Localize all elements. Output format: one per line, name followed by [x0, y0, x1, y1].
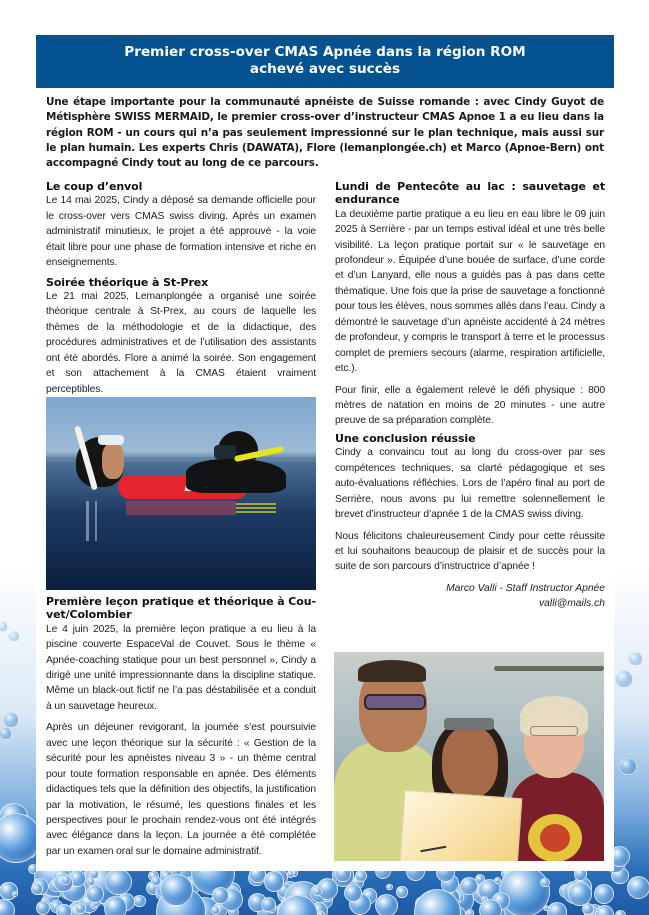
lead-paragraph: Une étape importante pour la communauté apnéiste de Suisse romande : avec Cindy Guyot de Métisphère SWISS MERMAID, le premier cross-over d’instructeur CMAS Apnoe 1 a eu lieu dans la région ROM - un cours qui n’a pas seulement impressionné sur le plan technique, mais aussi sur le plan humain. Les experts Chris (DAWATA), Flore (lemanplongée.ch) et Marco (Apnoe-Bern) ont accompagné Cindy tout au long de ce parcours. [46, 96, 604, 170]
bubble-shape [344, 884, 362, 902]
bubble-shape [460, 877, 478, 895]
section-paragraph: Le 14 mai 2025, Cindy a déposé sa demande officielle pour le cross-over vers CMAS swiss diving. Après un examen administratif minutieux, le projet a été approuvé - la voie était libre pour une phase de formation intensive et riche en enseignements. [46, 195, 316, 269]
section-paragraph: Après un déjeuner revigorant, la journée s’est poursuivie avec une leçon théorique sur la sécurité : « Gestion de la sécurité pour les apnéistes niveau 3 » - un thème central pour toute formation responsable en apnée. Des éléments didactiques tels que la définition des objectifs, la justification par la motivation, le résumé, les questions finales et les perspectives pour le prochain rendez-vous ont été intégrés avec élégance dans la leçon. La journée a été complétée par un examen oral sur le domaine administratif. [46, 722, 316, 857]
author-email: valli@mails.ch [539, 598, 605, 610]
bubble-shape [615, 670, 633, 688]
section-heading: Le coup d’envol [46, 180, 143, 193]
bubble-shape [594, 884, 614, 904]
bubble-shape [212, 887, 228, 903]
bubble-shape [595, 905, 614, 915]
bubble-shape [317, 911, 325, 915]
title-line-1: Premier cross-over CMAS Apnée dans la région ROM [124, 44, 526, 60]
bubble-shape [87, 877, 96, 886]
bubble-shape [313, 887, 322, 896]
left-column [46, 180, 316, 397]
bubble-shape [386, 884, 393, 891]
bubble-shape [36, 901, 51, 915]
bubble-shape [56, 904, 72, 915]
bubble-shape [133, 895, 145, 907]
section-heading: Soirée théorique à St-Prex [46, 275, 209, 289]
section-heading: Première leçon pratique et théorique à Couvet/Colombier [46, 595, 317, 622]
bubble-shape [211, 906, 221, 915]
bubble-shape [12, 891, 18, 897]
bubble-shape [0, 727, 12, 740]
bubble-shape [0, 621, 8, 631]
bubble-shape [396, 886, 407, 897]
bubble-shape [75, 903, 86, 914]
bubble-shape [287, 870, 295, 878]
bubble-shape [615, 910, 626, 915]
bubble-shape [160, 874, 192, 906]
author-name: Marco Valli - Staff Instructor Apnée [446, 582, 605, 594]
section-paragraph: Nous félicitons chaleureusement Cindy pour cette réussite et lui souhaitons beaucoup de plaisir et de succès pour la suite de son parcours d’instructrice d’apnée ! [335, 530, 605, 573]
bubble-shape [104, 896, 128, 915]
bubble-shape [619, 758, 636, 775]
bubble-shape [375, 894, 398, 915]
section-paragraph: La deuxième partie pratique a eu lieu en eau libre le 09 juin 2025 à Serrière - par un temps estival idéal et une très belle visibilité. La leçon pratique portait sur « le sauvetage en profondeur ». Équipée d’une bouée de surface, d’une corde et d’un Lanyard, elle nous a guidés pas à pas dans cette thématique. Une fois que la prise de sauvetage a fonctionné pour tous les élèves, nous sommes allés dans l’eau. Cindy a démontré le sauvetage d’un apnéiste accidenté à 24 mètres de profondeur, y compris le transport à terre et le processus complet de premiers secours (alarme, respiration artificielle, etc.). [335, 208, 605, 375]
section-paragraph: Cindy a convaincu tout au long du cross-over par ses compétences techniques, sa clarté pédagogique et ses auto-évaluations réfléchies. Lors de l’apéro final au port de Serrière, nous avons pu lui remettre solennellement le brevet d’instructeur d’apnée 1 de la CMAS swiss diving. [335, 447, 605, 521]
bubble-shape [355, 870, 367, 882]
bubble-shape [31, 883, 43, 895]
bubble-shape [3, 712, 19, 728]
bubble-shape [628, 652, 643, 667]
bubble-shape [61, 875, 71, 885]
section-paragraph: Le 21 mai 2025, Lemanplongée a organisé une soirée théorique centrale à St-Prex, au cours de laquelle les thèmes de la méthodologie et de la didactique, des procédures administratives et de l’utilisation des assistants ont été abordés. Flore a animé la soirée. Son engagement et son attachement à la CMAS étaient vraiment perceptibles. [46, 290, 316, 395]
left-column-continued [46, 595, 316, 859]
section-paragraph: Pour finir, elle a également relevé le défi physique : 800 mètres de natation en moins de 20 minutes - une autre preuve de sa préparation complète. [335, 384, 605, 427]
bubble-shape [105, 869, 132, 896]
bubble-shape [547, 902, 567, 915]
section-heading: Lundi de Pentecôte au lac : sauvetage et endurance [335, 180, 605, 207]
section-paragraph: Le 4 juin 2025, la première leçon pratique a eu lieu à la piscine couverte EspaceVal de Couvet. Sous le thème « Apnée-coaching statique pour un best personnel », Cindy a dirigé une unité impressionnante dans la discipline statique. Même un black-out fictif ne l’a pas déstabilisée et a conduit à un sauvetage heureux. [46, 623, 316, 712]
bubble-shape [540, 878, 549, 887]
group-photo [334, 652, 604, 861]
right-column [335, 180, 605, 612]
title-line-2: achevé avec succès [249, 61, 401, 77]
bubble-shape [86, 885, 103, 902]
rescue-photo [46, 397, 316, 590]
bubble-shape [261, 897, 276, 912]
section-heading: Une conclusion réussie [335, 431, 476, 445]
bubble-shape [568, 882, 591, 905]
article-panel [36, 35, 614, 871]
bubble-shape [264, 871, 285, 892]
bubble-shape [466, 909, 474, 915]
bubble-shape [0, 899, 15, 915]
author-signature [335, 581, 605, 612]
title-banner [36, 35, 614, 88]
bubble-shape [627, 876, 649, 900]
bubble-shape [8, 631, 20, 643]
